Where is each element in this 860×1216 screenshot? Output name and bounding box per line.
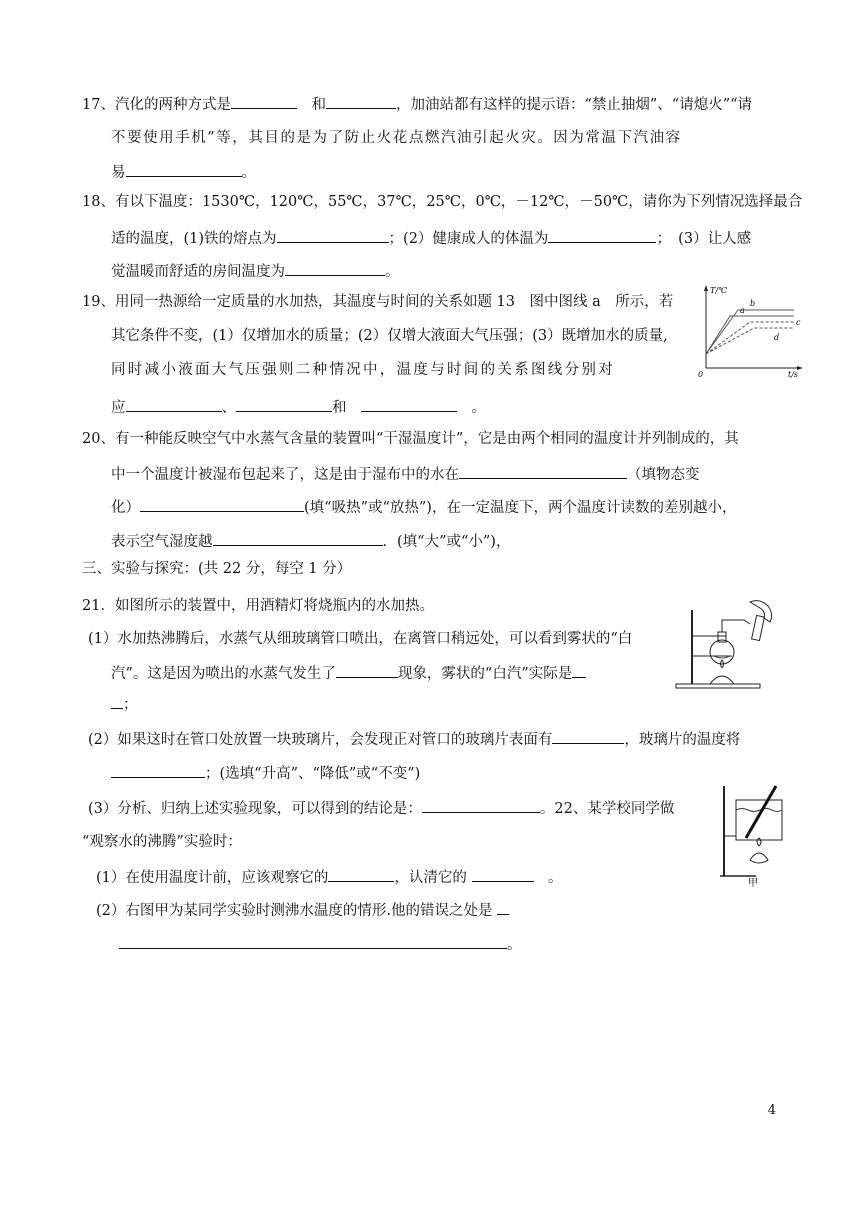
line-label-c: c bbox=[796, 318, 801, 327]
q19-blank-3[interactable] bbox=[361, 396, 457, 412]
q17-line2: 不要使用手机”等，其目的是为了防止火花点燃汽油引起火灾。因为常温下汽油容 bbox=[111, 130, 682, 146]
q18-text: ； (3）让人感 bbox=[656, 231, 752, 247]
q17-blank-3[interactable] bbox=[126, 161, 242, 177]
q19-text: 应 bbox=[111, 400, 126, 416]
q19-line4 bbox=[111, 396, 486, 418]
q21-intro: 21．如图所示的装置中，用酒精灯将烧瓶内的水加热。 bbox=[82, 598, 434, 614]
q22-part2-line2 bbox=[119, 933, 522, 955]
q21-part1-line3 bbox=[111, 693, 138, 715]
q17-blank-1[interactable] bbox=[231, 93, 297, 109]
q22-part2-line bbox=[96, 899, 509, 921]
figure-label: 甲 bbox=[748, 878, 758, 889]
q20-text: 表示空气湿度越 bbox=[111, 534, 213, 550]
q18-line1: 18、有以下温度：1530℃，120℃，55℃，37℃，25℃，0℃，－12℃，－50℃，请你为下列情况选择最合 bbox=[82, 194, 803, 210]
q21-part2-line1 bbox=[88, 728, 740, 750]
q19-blank-1[interactable] bbox=[126, 396, 222, 412]
q22-text: 。 bbox=[548, 870, 563, 886]
q20-blank-3[interactable] bbox=[213, 530, 383, 546]
flask-heating-apparatus-figure bbox=[670, 598, 782, 692]
graph-line-c bbox=[706, 322, 794, 354]
q18-blank-1[interactable] bbox=[277, 227, 389, 243]
q21-part1-line1: (1）水加热沸腾后，水蒸气从细玻璃管口喷出，在离管口稍远处，可以看到雾状的“白 bbox=[88, 631, 633, 647]
q18-line3 bbox=[111, 260, 400, 282]
page-number: 4 bbox=[767, 1103, 776, 1118]
q17-text: 17、汽化的两种方式是 bbox=[82, 97, 231, 113]
beaker bbox=[736, 800, 782, 840]
q22-blank-1[interactable] bbox=[328, 866, 394, 882]
q18-text: 。 bbox=[385, 264, 400, 280]
q17-blank-2[interactable] bbox=[326, 93, 396, 109]
q21-text: ；(选填“升高”、“降低”或“不变”) bbox=[205, 766, 421, 782]
x-axis-label: t/s bbox=[788, 370, 799, 378]
q21-blank-5[interactable] bbox=[422, 797, 540, 813]
q18-blank-3[interactable] bbox=[285, 260, 385, 276]
q22-text: 。 bbox=[507, 937, 522, 953]
q22-blank-2[interactable] bbox=[472, 866, 534, 882]
q18-text: 适的温度，(1)铁的熔点为 bbox=[111, 231, 277, 247]
stand-base bbox=[676, 684, 760, 688]
thermometer bbox=[746, 786, 776, 838]
boiling-water-thermometer-figure bbox=[716, 780, 794, 890]
temperature-time-graph bbox=[694, 282, 806, 378]
q21-text: (3）分析、归纳上述实验现象，可以得到的结论是： bbox=[88, 801, 422, 817]
lamp-flame bbox=[757, 838, 761, 846]
q20-line4 bbox=[111, 530, 510, 552]
water-surface bbox=[736, 809, 782, 812]
q21-part2-line2 bbox=[111, 762, 420, 784]
q21-text: 。22、某学校同学做 bbox=[539, 801, 675, 817]
q20-text: 化） bbox=[111, 500, 140, 516]
alcohol-lamp bbox=[750, 853, 768, 863]
q20-blank-2[interactable] bbox=[140, 496, 304, 512]
origin-label: 0 bbox=[698, 370, 704, 378]
alcohol-lamp bbox=[710, 676, 734, 684]
q17-line3 bbox=[111, 161, 256, 183]
q20-blank-1[interactable] bbox=[459, 463, 627, 479]
q21-blank-4[interactable] bbox=[111, 762, 205, 778]
q21-part1-line2 bbox=[111, 662, 586, 684]
q22-text: ，认清它的 bbox=[394, 870, 467, 886]
line-label-b: b bbox=[750, 299, 756, 308]
q19-line1: 19、用同一热源给一定质量的水加热，其温度与时间的关系如题 13 图中图线 a 所示，若 bbox=[82, 294, 674, 310]
q19-text: 。 bbox=[471, 400, 486, 416]
hand-drawing bbox=[750, 601, 772, 622]
q20-text: （填物态变 bbox=[627, 467, 700, 483]
y-axis-arrow bbox=[704, 285, 708, 291]
glass-tube bbox=[722, 620, 750, 632]
q20-text: 中一个温度计被湿布包起来了，这是由于湿布中的水在 bbox=[111, 467, 459, 483]
q18-text: 觉温暖而舒适的房间温度为 bbox=[111, 264, 285, 280]
q22-text: (1）在使用温度计前，应该观察它的 bbox=[96, 870, 329, 886]
q20-text: (填“吸热”或“放热”)，在一定温度下，两个温度计读数的差别越小， bbox=[304, 500, 737, 516]
q18-line2 bbox=[111, 227, 751, 249]
graph-line-d bbox=[706, 328, 794, 354]
q19-blank-2[interactable] bbox=[236, 396, 332, 412]
q21-text: ； bbox=[123, 697, 138, 713]
line-label-a: a bbox=[740, 306, 745, 315]
q18-blank-2[interactable] bbox=[548, 227, 656, 243]
q19-text: 和 bbox=[332, 400, 347, 416]
y-axis-label: T/℃ bbox=[710, 286, 727, 295]
q20-line1: 20、有一种能反映空气中水蒸气含量的装置叫“干湿温度计”，它是由两个相同的温度计并列制成的，其 bbox=[82, 431, 739, 447]
q22-part1-line bbox=[96, 866, 563, 888]
q19-line2: 其它条件不变，(1）仅增加水的质量；(2）仅增大液面大气压强；(3）既增加水的质量, bbox=[111, 328, 668, 344]
q22-blank-3b[interactable] bbox=[119, 933, 507, 949]
q20-line2 bbox=[111, 463, 700, 485]
q21-text: (2）如果这时在管口处放置一块玻璃片，会发现正对管口的玻璃片表面有 bbox=[88, 732, 553, 748]
q17-text: ，加油站都有这样的提示语：“禁止抽烟”、“请熄火”“请 bbox=[395, 97, 753, 113]
q22-line1: “观察水的沸腾”实验时： bbox=[82, 834, 242, 850]
q17-text: 。 bbox=[241, 165, 256, 181]
q22-blank-3a[interactable] bbox=[497, 899, 509, 915]
q22-text: (2）右图甲为某同学实验时测沸水温度的情形.他的错误之处是 bbox=[96, 903, 493, 919]
graph-line-b bbox=[706, 310, 794, 354]
line-label-d: d bbox=[774, 333, 780, 342]
q20-text: ．(填“大”或“小”)， bbox=[382, 534, 511, 550]
q21-text: 现象，雾状的“白汽”实际是 bbox=[397, 666, 573, 682]
q21-blank-3[interactable] bbox=[552, 728, 624, 744]
q21-blank-2b[interactable] bbox=[111, 693, 123, 709]
q17-text: 和 bbox=[311, 97, 326, 113]
q19-line3: 同时减小液面大气压强则二种情况中，温度与时间的关系图线分别对 bbox=[111, 362, 615, 378]
q21-blank-1[interactable] bbox=[336, 662, 398, 678]
q21-part3-line bbox=[88, 797, 674, 819]
q21-text: ，玻璃片的温度将 bbox=[624, 732, 741, 748]
q21-blank-2a[interactable] bbox=[572, 662, 586, 678]
q18-text: ；(2）健康成人的体温为 bbox=[388, 231, 549, 247]
q21-text: 汽”。这是因为喷出的水蒸气发生了 bbox=[111, 666, 336, 682]
q17-text: 易 bbox=[111, 165, 126, 181]
q17-line1 bbox=[82, 93, 752, 115]
section-3-heading: 三、实验与探究：(共 22 分，每空 1 分） bbox=[82, 561, 352, 577]
q19-text: 、 bbox=[221, 400, 236, 416]
q20-line3 bbox=[111, 496, 736, 518]
glass-plate bbox=[752, 615, 765, 640]
